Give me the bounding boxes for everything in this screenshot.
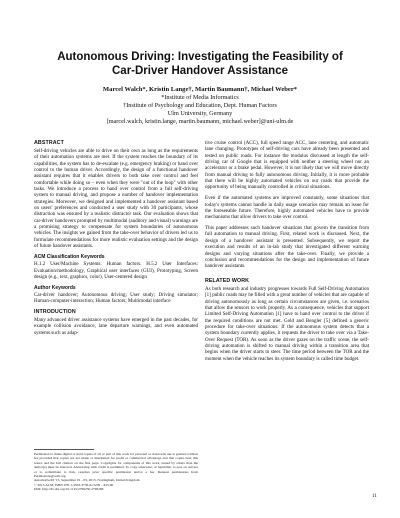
abstract-heading: ABSTRACT — [34, 140, 64, 146]
left-column — [34, 140, 198, 341]
paper-title-line-2: Car-Driver Handover Assistance — [112, 65, 288, 77]
acm-classification-text: H.1.2 User/Machine Systems: Human factors. H.5.2 User Interfaces: Evaluation/methodology, Graphical user interfaces (GUI), Prototyping, Screen design (e.g., text, graphics, color), User-centered design — [34, 261, 198, 280]
author-emails: [marcel.walch, kristin.lange, martin.baumann, michael.weber]@uni-ulm.de — [106, 118, 294, 125]
intro-paragraph-3: This paper addresses such handover situations that govern the transition from full automation to manual driving. First, related work is discussed. Next, the design of a handover assistant is presented. Subsequently, we report the execution and results of an in-lab study that investigated different warning designs and varying situations after the take-over. Finally, we provide a conclusion and recommendations for the design and implementation of future handover assistants. — [205, 225, 369, 270]
affiliation-psychology: †Institute of Psychology and Education, Dept. Human Factors — [123, 102, 277, 109]
footnote-divider — [34, 449, 94, 450]
intro-paragraph-2: Even if the automated systems are improved constantly, some situations that today's systems cannot handle in daily usage scenarios may remain an issue for the foreseeable future. Therefore, highly automated vehicles have to provide mechanisms that allow drivers to take over control. — [205, 195, 369, 221]
affiliation-university: Ulm University, Germany — [167, 110, 233, 117]
isbn-line: © 2015 ACM. ISBN 978-1-4503-3736-6/15/09 ...$15.00 — [34, 482, 114, 487]
author-keywords-text: Car-driver handover; Autonomous driving; User study; Driving simulator; Human-computer-interaction; Human factors; Multimodal interface — [34, 292, 198, 305]
doi-line: DOI: http://dx.doi.org/10.1145/2799250.2799268 — [34, 487, 104, 492]
related-work-heading: RELATED WORK — [205, 278, 250, 285]
permission-notice: Permission to make digital or hard copies of all or part of this work for personal or classroom use is granted without fee provided that copies are not made or distributed for profit or commercial advantage and that copies bear this notice and the full citation on the first page. Copyrights for components of this work owned by others than the author(s) must be honored. Abstracting with credit is permitted. To copy otherwise, or republish, to post on servers or to redistribute to lists, requires prior specific permission and/or a fee. Request permissions from Permissions@acm.org. — [34, 452, 198, 479]
intro-paragraph-continued: tive cruise control (ACC), full speed range ACC, lane centering, and automatic lane changing. Prototypes of self-driving cars have already been presented and tested on public roads. For instance the modulus discussed at length the self-driving car of Google that is equipped with neither a steering wheel nor an accelerator or a brake pedal. However, it is not likely that we will move directly from manual driving to fully autonomous driving. Initially, it is more probable that there will be highly automated vehicles on our roads that provide the opportunity of being manually controlled in critical situations. — [205, 140, 369, 191]
copyright-footnote — [34, 452, 198, 492]
paper-title-line-1: Autonomous Driving: Investigating the Feasibility of — [57, 51, 343, 63]
author-keywords-heading: Author Keywords — [34, 284, 76, 291]
paper-title — [30, 50, 370, 78]
page-number: 11 — [372, 494, 377, 499]
affiliation-media-informatics: *Institute of Media Informatics — [161, 94, 239, 101]
author-names: Marcel Walch*, Kristin Lange†, Martin Baumann†, Michael Weber* — [102, 86, 298, 93]
abstract-text: Self-driving vehicles are able to drive on their own as long as the requirements of their automation systems are met. If the system reaches the boundary of its capabilities, the system has to de-escalate (e.g. emergency braking) or hand over control to the human driver. Accordingly, the design of a functional handover assistant requires that it enables drivers to both take over control and feel comfortable while doing so – even when they were "out of the loop" with other tasks. We introduce a process to hand over control from a full self-driving system to manual driving, and propose a number of handover implementation strategies. Moreover, we designed and implemented a handover assistant based on users' preferences and conducted a user study with 30 participants, whose distraction was ensured by a realistic distractor task. Our evaluation shows that car-driver handovers prompted by multimodal (auditory and visual) warnings are a promising strategy to compensate for system boundaries of autonomous vehicles. The insights we gained from the take-over behavior of drivers led us to formulate recommendations for more realistic evaluation settings and the design of future handover assistants. — [34, 147, 198, 249]
right-column — [205, 140, 369, 367]
author-block — [20, 86, 380, 126]
conference-line: AutomotiveUI '15, September 01 - 03, 2015, Nottingham, United Kingdom — [34, 478, 140, 483]
related-work-text: As both research and industry progresses towards Full Self-Driving Automation [1] public roads may be filled with a great number of vehicles that are capable of driving autonomously as long as certain circumstances are given, i.e. scenarios that allow the sensors to work properly. As a consequence, vehicles that support Limited Self-Driving Automation [1] have to hand over control to the driver if the required conditions are not met. Gold and Bengler [5] defined a generic procedure for take-over situations: If the autonomous system detects that a system boundary currently applies, it requests the driver to take over via a Take-Over Request (TOR). As soon as the driver gazes on the traffic scene, the self-driving automation is shifted to manual driving within a transition area that begins when the driver starts to steer. The time period between the TOR and the moment when the vehicle reaches its system boundary is called time budget. — [205, 285, 369, 362]
introduction-heading: INTRODUCTION — [34, 309, 76, 316]
acm-classification-heading: ACM Classification Keywords — [34, 253, 105, 260]
introduction-text: Many advanced driver assistance systems have emerged in the past decades, for example collision avoidance, lane departure warnings, and even automated systems such as adap- — [34, 317, 198, 336]
